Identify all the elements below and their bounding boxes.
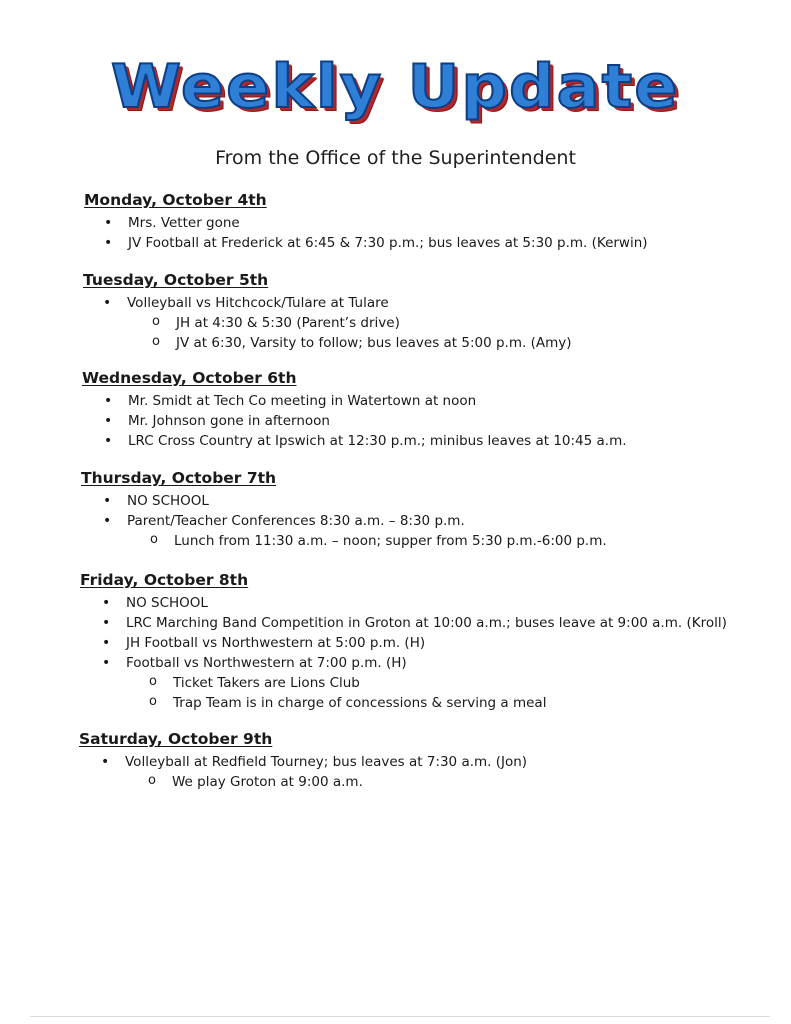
list-item — [82, 391, 627, 411]
item-text: Mr. Smidt at Tech Co meeting in Watertown at noon — [128, 393, 477, 409]
item-text: NO SCHOOL — [126, 595, 208, 611]
banner-title: Weekly Update — [111, 52, 680, 122]
day-heading: Thursday, October 7th — [81, 469, 277, 487]
sub-item — [80, 693, 727, 713]
day-heading: Wednesday, October 6th — [82, 369, 297, 387]
sub-item — [79, 772, 527, 792]
item-text: NO SCHOOL — [127, 493, 209, 509]
sub-item-text: Trap Team is in charge of concessions & serving a meal — [173, 695, 547, 711]
sub-item — [83, 313, 572, 333]
subtitle: From the Office of the Superintendent — [215, 147, 576, 169]
item-text: Football vs Northwestern at 7:00 p.m. (H) — [126, 655, 407, 671]
day-section — [79, 730, 527, 792]
list-item — [81, 511, 607, 531]
item-text: JH Football vs Northwestern at 5:00 p.m. (H) — [126, 635, 426, 651]
day-section — [81, 469, 607, 551]
day-heading: Saturday, October 9th — [79, 730, 273, 748]
day-section — [82, 369, 627, 451]
scan-edge-divider — [30, 1016, 770, 1017]
item-text: Parent/Teacher Conferences 8:30 a.m. – 8:30 p.m. — [127, 513, 465, 529]
sub-item-text: JV at 6:30, Varsity to follow; bus leaves at 5:00 p.m. (Amy) — [176, 335, 572, 351]
sub-item — [83, 333, 572, 353]
day-heading: Friday, October 8th — [80, 571, 249, 589]
list-item — [80, 613, 727, 633]
sub-item-text: Ticket Takers are Lions Club — [173, 675, 360, 691]
sub-item-text: JH at 4:30 & 5:30 (Parent’s drive) — [176, 315, 400, 331]
list-item — [82, 233, 648, 253]
item-text: Volleyball at Redfield Tourney; bus leaves at 7:30 a.m. (Jon) — [125, 754, 528, 770]
list-item — [80, 593, 727, 613]
banner — [0, 52, 791, 122]
list-item — [79, 752, 527, 772]
sub-item — [81, 531, 607, 551]
item-text: Mr. Johnson gone in afternoon — [128, 413, 330, 429]
list-item — [82, 411, 627, 431]
day-section — [80, 571, 727, 713]
sub-item-text: Lunch from 11:30 a.m. – noon; supper from 5:30 p.m.-6:00 p.m. — [174, 533, 607, 549]
item-text: Volleyball vs Hitchcock/Tulare at Tulare — [127, 295, 389, 311]
list-item — [82, 213, 648, 233]
item-text: LRC Cross Country at Ipswich at 12:30 p.m.; minibus leaves at 10:45 a.m. — [128, 433, 627, 449]
day-heading: Monday, October 4th — [84, 191, 267, 209]
list-item — [80, 653, 727, 673]
sub-item — [80, 673, 727, 693]
list-item — [80, 633, 727, 653]
list-item — [82, 431, 627, 451]
day-section — [84, 191, 648, 253]
item-text: LRC Marching Band Competition in Groton at 10:00 a.m.; buses leave at 9:00 a.m. (Kroll) — [126, 615, 727, 631]
list-item — [81, 293, 572, 313]
list-item — [81, 491, 607, 511]
sub-item-text: We play Groton at 9:00 a.m. — [172, 774, 363, 790]
item-text: Mrs. Vetter gone — [128, 215, 240, 231]
day-section — [83, 271, 572, 353]
day-heading: Tuesday, October 5th — [83, 271, 269, 289]
item-text: JV Football at Frederick at 6:45 & 7:30 p.m.; bus leaves at 5:30 p.m. (Kerwin) — [128, 235, 648, 251]
